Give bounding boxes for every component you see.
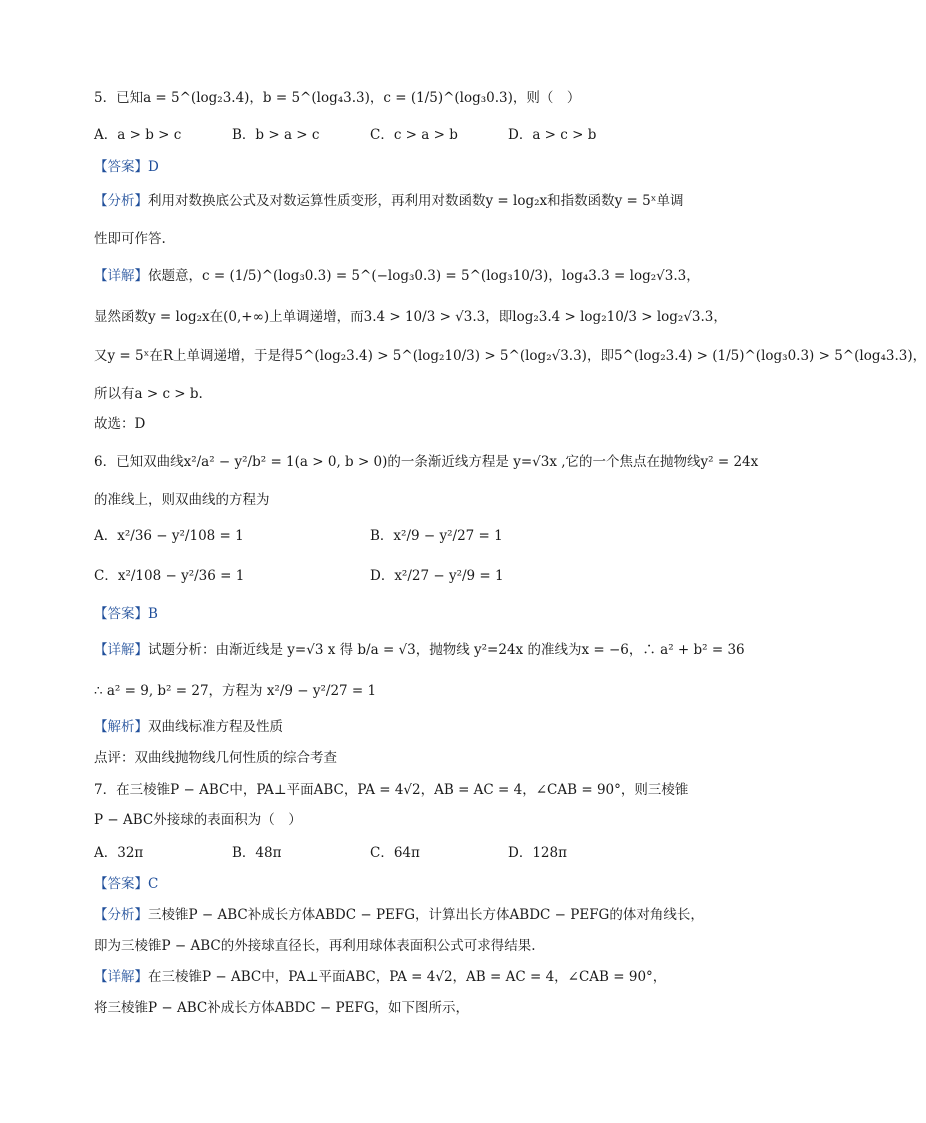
- q6-stem-line-1: 6．已知双曲线x²/a² − y²/b² = 1(a > 0, b > 0)的一条渐近线方程是 y=√3x ,它的一个焦点在抛物线y² = 24x: [94, 454, 759, 470]
- detail-text: 在三棱锥P − ABC中，PA⊥平面ABC，PA = 4√2，AB = AC = 4，∠CAB = 90°，: [148, 969, 667, 985]
- q7-option-c: C．64π: [370, 845, 420, 861]
- q5-option-a: A．a > b > c: [94, 127, 182, 143]
- q7-analysis-line-1: [94, 905, 704, 925]
- q5-option-c: C．c > a > b: [370, 127, 458, 143]
- q6-jiexi-line: [94, 717, 283, 737]
- analysis-tag: 【分析】: [94, 907, 148, 923]
- analysis-tag: 【分析】: [94, 193, 148, 209]
- q7-option-a: A．32π: [94, 845, 144, 861]
- q5-analysis-line-1: [94, 191, 683, 211]
- q6-option-d: D．x²/27 − y²/9 = 1: [370, 568, 504, 584]
- jiexi-tag: 【解析】: [94, 719, 148, 735]
- q5-stem: 5．已知a = 5^(log₂3.4)，b = 5^(log₄3.3)，c = (1/5)^(log₃0.3)，则（ ）: [94, 90, 581, 106]
- q6-stem-line-2: 的准线上，则双曲线的方程为: [94, 492, 270, 508]
- q5-detail-line-1: [94, 266, 700, 286]
- q6-detail-line-2: ∴ a² = 9, b² = 27，方程为 x²/9 − y²/27 = 1: [94, 683, 377, 699]
- q7-analysis-line-2: 即为三棱锥P − ABC的外接球直径长，再利用球体表面积公式可求得结果.: [94, 938, 536, 954]
- q5-option-d: D．a > c > b: [508, 127, 597, 143]
- q6-answer: 【答案】B: [94, 606, 158, 622]
- q5-analysis-line-2: 性即可作答.: [94, 231, 166, 247]
- analysis-text: 三棱锥P − ABC补成长方体ABDC − PEFG，计算出长方体ABDC − PEFG的体对角线长，: [148, 907, 704, 923]
- detail-tag: 【详解】: [94, 268, 148, 284]
- q5-detail-line-2: 显然函数y = log₂x在(0,+∞)上单调递增，而3.4 > 10/3 > √3.3，即log₂3.4 > log₂10/3 > log₂√3.3，: [94, 309, 727, 325]
- jiexi-text: 双曲线标准方程及性质: [148, 719, 283, 735]
- q5-answer: 【答案】D: [94, 159, 159, 175]
- detail-tag: 【详解】: [94, 969, 148, 985]
- q6-detail-line-1: [94, 640, 745, 660]
- q6-option-b: B．x²/9 − y²/27 = 1: [370, 528, 503, 544]
- analysis-text: 利用对数换底公式及对数运算性质变形，再利用对数函数y = log₂x和指数函数y = 5ˣ单调: [148, 193, 684, 209]
- q7-option-b: B．48π: [232, 845, 282, 861]
- q7-stem-line-2: P − ABC外接球的表面积为（ ）: [94, 812, 302, 828]
- detail-tag: 【详解】: [94, 642, 148, 658]
- q5-option-b: B．b > a > c: [232, 127, 320, 143]
- q5-detail-line-3: 又y = 5ˣ在R上单调递增，于是得5^(log₂3.4) > 5^(log₂10/3) > 5^(log₂√3.3)，即5^(log₂3.4) > (1/5)^(log₃0.3) > 5^(log₄3.3)，: [94, 348, 926, 364]
- q6-comment: 点评：双曲线抛物线几何性质的综合考查: [94, 750, 337, 766]
- q6-option-a: A．x²/36 − y²/108 = 1: [94, 528, 244, 544]
- detail-text: 依题意，c = (1/5)^(log₃0.3) = 5^(−log₃0.3) = 5^(log₃10/3)，log₄3.3 = log₂√3.3，: [148, 268, 700, 284]
- q5-choose: 故选：D: [94, 416, 146, 432]
- q7-detail-line-2: 将三棱锥P − ABC补成长方体ABDC − PEFG，如下图所示，: [94, 1000, 470, 1016]
- q5-detail-line-4: 所以有a > c > b.: [94, 386, 203, 402]
- detail-text: 试题分析：由渐近线是 y=√3 x 得 b/a = √3，抛物线 y²=24x 的准线为x = −6，∴ a² + b² = 36: [148, 642, 745, 658]
- q7-stem-line-1: 7．在三棱锥P − ABC中，PA⊥平面ABC，PA = 4√2，AB = AC = 4，∠CAB = 90°，则三棱锥: [94, 782, 689, 798]
- q7-answer: 【答案】C: [94, 876, 159, 892]
- q7-detail-line-1: [94, 967, 666, 987]
- q6-option-c: C．x²/108 − y²/36 = 1: [94, 568, 245, 584]
- q7-option-d: D．128π: [508, 845, 567, 861]
